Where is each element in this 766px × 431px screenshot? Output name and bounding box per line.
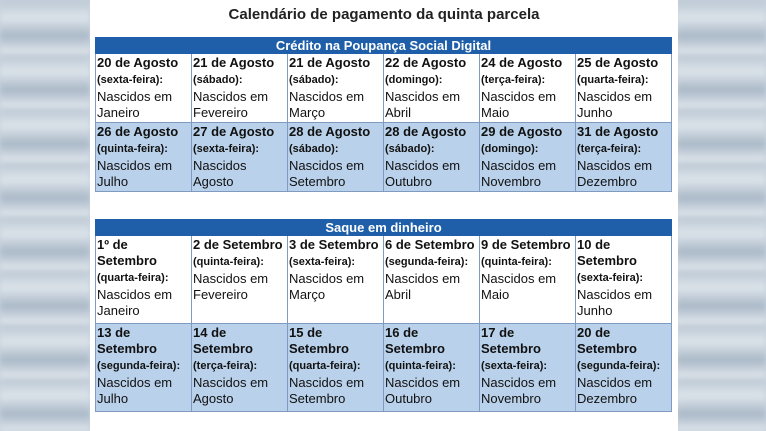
cell-weekday: (sábado):: [289, 74, 339, 86]
cell-date: 16 de Setembro: [385, 325, 445, 356]
table-cell: [192, 324, 288, 412]
table-cell: [480, 54, 576, 123]
cell-text: Nascidos em Setembro: [289, 158, 365, 189]
cell-text: Nascidos em Outubro: [385, 158, 461, 189]
cell-text: Nascidos em Janeiro: [97, 287, 173, 318]
table-row: [96, 123, 672, 192]
cell-date: 20 de Setembro: [577, 325, 637, 356]
withdrawal-table-header: Saque em dinheiro: [96, 220, 672, 236]
cell-weekday: (sábado):: [385, 143, 435, 155]
cell-text: Nascidos em Novembro: [481, 158, 557, 189]
table-cell: [384, 54, 480, 123]
cell-date: 21 de Agosto: [289, 55, 371, 70]
cell-weekday: (quarta-feira):: [577, 74, 649, 86]
cell-weekday: (sexta-feira):: [97, 74, 164, 86]
cell-text: Nascidos em Julho: [97, 375, 173, 406]
cell-weekday: (quarta-feira):: [289, 360, 361, 372]
cell-text: Nascidos em Dezembro: [577, 375, 653, 406]
cell-date: 25 de Agosto: [577, 55, 659, 70]
table-cell: [192, 54, 288, 123]
cell-date: 3 de Setembro: [289, 237, 379, 252]
cell-weekday: (sexta-feira):: [481, 360, 548, 372]
cell-text: Nascidos em Abril: [385, 271, 461, 302]
cell-date: 17 de Setembro: [481, 325, 541, 356]
cell-weekday: (sexta-feira):: [193, 143, 260, 155]
cell-text: Nascidos em Novembro: [481, 375, 557, 406]
cell-date: 9 de Setembro: [481, 237, 571, 252]
cell-weekday: (segunda-feira):: [385, 256, 469, 268]
cell-text: Nascidos em Maio: [481, 89, 557, 120]
cell-text: Nascidos em Outubro: [385, 375, 461, 406]
cell-text: Nascidos em Julho: [97, 158, 173, 189]
cell-date: 31 de Agosto: [577, 124, 659, 139]
cell-weekday: (segunda-feira):: [577, 360, 661, 372]
cell-text: Nascidos em Agosto: [193, 375, 269, 406]
cell-weekday: (quinta-feira):: [481, 256, 552, 268]
table-cell: [384, 236, 480, 324]
cell-weekday: (domingo):: [385, 74, 443, 86]
cell-text: Nascidos em Março: [289, 89, 365, 120]
cell-date: 28 de Agosto: [385, 124, 467, 139]
cell-date: 20 de Agosto: [97, 55, 179, 70]
page-title: Calendário de pagamento da quinta parcela: [228, 6, 540, 23]
cell-text: Nascidos em Fevereiro: [193, 271, 269, 302]
cell-text: Nascidos em Fevereiro: [193, 89, 269, 120]
cell-date: 28 de Agosto: [289, 124, 371, 139]
table-cell: [480, 324, 576, 412]
table-cell: [288, 236, 384, 324]
table-cell: [192, 123, 288, 192]
cell-weekday: (quinta-feira):: [97, 143, 168, 155]
table-cell: [384, 324, 480, 412]
cell-text: Nascidos Agosto: [193, 158, 247, 189]
cell-weekday: (domingo):: [481, 143, 539, 155]
table-cell: [96, 324, 192, 412]
cell-date: 14 de Setembro: [193, 325, 253, 356]
table-row: [96, 324, 672, 412]
cell-text: Nascidos em Dezembro: [577, 158, 653, 189]
cell-weekday: (quinta-feira):: [193, 256, 264, 268]
table-cell: [576, 123, 672, 192]
table-cell: [480, 236, 576, 324]
cell-text: Nascidos em Abril: [385, 89, 461, 120]
table-cell: [384, 123, 480, 192]
table-cell: [576, 54, 672, 123]
cell-weekday: (terça-feira):: [193, 360, 258, 372]
cell-date: 22 de Agosto: [385, 55, 467, 70]
table-cell: [192, 236, 288, 324]
cell-weekday: (sábado):: [193, 74, 243, 86]
cell-date: 2 de Setembro: [193, 237, 283, 252]
cell-weekday: (quarta-feira):: [97, 272, 169, 284]
cell-date: 27 de Agosto: [193, 124, 275, 139]
cell-date: 1º de Setembro: [97, 237, 157, 268]
cell-date: 10 de Setembro: [577, 237, 637, 268]
cell-weekday: (quinta-feira):: [385, 360, 456, 372]
cell-text: Nascidos em Maio: [481, 271, 557, 302]
table-row: [96, 236, 672, 324]
cell-text: Nascidos em Junho: [577, 287, 653, 318]
cell-text: Nascidos em Março: [289, 271, 365, 302]
blurred-background-right: [676, 0, 766, 431]
cell-weekday: (sexta-feira):: [577, 272, 644, 284]
payment-calendar-card: [90, 0, 678, 431]
cell-weekday: (terça-feira):: [481, 74, 546, 86]
cell-date: 26 de Agosto: [97, 124, 179, 139]
cell-weekday: (terça-feira):: [577, 143, 642, 155]
cell-date: 21 de Agosto: [193, 55, 275, 70]
cell-text: Nascidos em Janeiro: [97, 89, 173, 120]
withdrawal-table: [95, 219, 672, 412]
table-cell: [96, 54, 192, 123]
credit-table: [95, 37, 672, 192]
cell-weekday: (sábado):: [289, 143, 339, 155]
cell-date: 13 de Setembro: [97, 325, 157, 356]
table-cell: [96, 236, 192, 324]
table-cell: [480, 123, 576, 192]
table-cell: [288, 324, 384, 412]
cell-weekday: (sexta-feira):: [289, 256, 356, 268]
table-cell: [576, 236, 672, 324]
credit-table-header: Crédito na Poupança Social Digital: [96, 38, 672, 54]
cell-date: 15 de Setembro: [289, 325, 349, 356]
table-row: [96, 54, 672, 123]
cell-date: 6 de Setembro: [385, 237, 475, 252]
cell-text: Nascidos em Junho: [577, 89, 653, 120]
table-cell: [96, 123, 192, 192]
blurred-background-left: [0, 0, 90, 431]
cell-text: Nascidos em Setembro: [289, 375, 365, 406]
cell-date: 24 de Agosto: [481, 55, 563, 70]
cell-date: 29 de Agosto: [481, 124, 563, 139]
cell-weekday: (segunda-feira):: [97, 360, 181, 372]
table-cell: [288, 54, 384, 123]
table-cell: [288, 123, 384, 192]
table-cell: [576, 324, 672, 412]
